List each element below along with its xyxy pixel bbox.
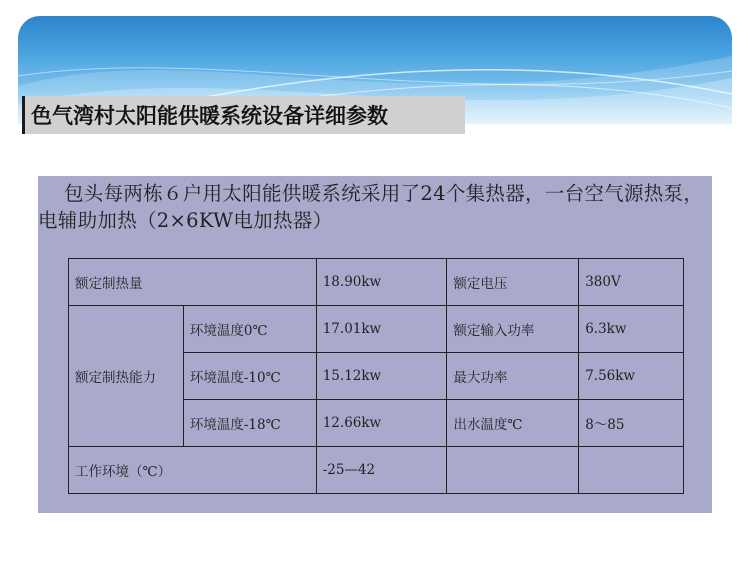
table-row	[69, 306, 684, 353]
table-cell: 18.90kw	[316, 259, 447, 306]
table-cell	[579, 447, 684, 494]
table-cell: 15.12kw	[316, 353, 447, 400]
parameters-table	[68, 258, 684, 494]
table-cell: 17.01kw	[316, 306, 447, 353]
table-cell: 380V	[579, 259, 684, 306]
content-panel	[38, 176, 712, 513]
table-cell: 最大功率	[447, 353, 579, 400]
intro-paragraph: 包头每两栋６户用太阳能供暖系统采用了24个集热器，一台空气源热泵，电辅助加热（2×6KW电加热器）	[38, 182, 704, 232]
table-cell: 额定制热量	[69, 259, 317, 306]
table-cell: 额定制热能力	[69, 306, 184, 447]
page-title: 色气湾村太阳能供暖系统设备详细参数	[31, 104, 388, 128]
table-cell: 额定电压	[447, 259, 579, 306]
table-cell: 12.66kw	[316, 400, 447, 447]
table-cell: 工作环境（℃）	[69, 447, 317, 494]
table-cell	[447, 447, 579, 494]
table-cell: 额定输入功率	[447, 306, 579, 353]
page-title-box	[22, 96, 465, 134]
table-cell: 7.56kw	[579, 353, 684, 400]
table-cell: -25—42	[316, 447, 447, 494]
table-cell: 出水温度℃	[447, 400, 579, 447]
table-cell: 6.3kw	[579, 306, 684, 353]
table-row	[69, 259, 684, 306]
table-row	[69, 447, 684, 494]
table-cell: 8～85	[579, 400, 684, 447]
table-cell: 环境温度0℃	[183, 306, 316, 353]
table-cell: 环境温度-18℃	[183, 400, 316, 447]
table-cell: 环境温度-10℃	[183, 353, 316, 400]
